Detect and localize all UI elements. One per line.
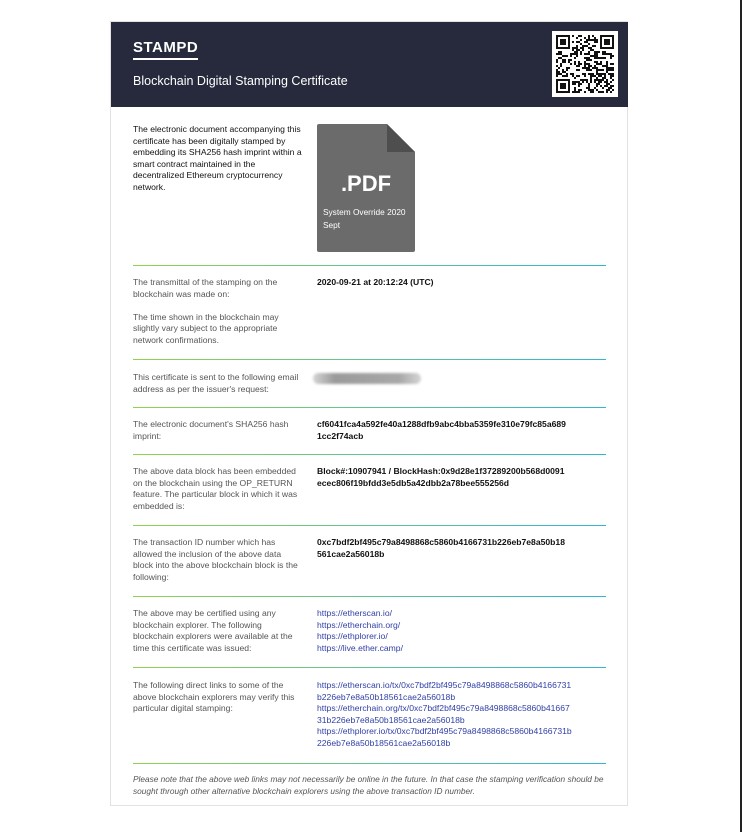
explorer-links [317, 608, 572, 654]
redacted-email [313, 373, 421, 384]
block-value: Block#:10907941 / BlockHash:0x9d28e1f37289200b568d0091ecec806f19bfdd3e5db5a42dbb2a78bee555256d [317, 466, 565, 488]
hash-label: The electronic document's SHA256 hash imprint: [133, 419, 289, 441]
direct-link[interactable]: https://etherchain.org/tx/0xc7bdf2bf495c79a8498868c5860b4166731b226eb7e8a50b18561cae2a56018b [317, 703, 570, 725]
transmittal-note: The time shown in the blockchain may slightly vary subject to the appropriate network confirmations. [133, 311, 279, 345]
divider [133, 596, 606, 597]
block-label: The above data block has been embedded on the blockchain using the OP_RETURN feature. The particular block in which it was embedded is: [133, 466, 298, 511]
divider [133, 359, 606, 360]
divider [133, 407, 606, 408]
pdf-file-icon [317, 124, 415, 252]
certificate-header [111, 22, 628, 107]
direct-links-label: The following direct links to some of the above blockchain explorers may verify this particular digital stamping: [133, 680, 295, 714]
transaction-id: 0xc7bdf2bf495c79a8498868c5860b4166731b226eb7e8a50b18561cae2a56018b [317, 537, 565, 559]
qr-code-icon [552, 31, 618, 97]
document-name: System Override 2020 Sept [323, 207, 406, 230]
transmittal-label: The transmittal of the stamping on the blockchain was made on: [133, 277, 278, 299]
email-label: This certificate is sent to the following email address as per the issuer's request: [133, 372, 299, 394]
intro-text: The electronic document accompanying this certificate has been digitally stamped by embedding its SHA256 hash imprint within a smart contract maintained in the decentralized Ethereum cryptocurrency network. [133, 124, 302, 192]
divider [133, 265, 606, 266]
brand-logo: STAMPD [133, 39, 199, 56]
document-extension: .PDF [340, 171, 392, 196]
explorer-link[interactable]: https://live.ether.camp/ [317, 642, 403, 653]
transaction-label: The transaction ID number which has allowed the inclusion of the above data block into the above blockchain block is the following: [133, 537, 298, 582]
window-edge [740, 0, 742, 832]
explorer-link[interactable]: https://etherscan.io/ [317, 608, 392, 618]
footnote: Please note that the above web links may not necessarily be online in the future. In that case the stamping verification should be sought through other alternative blockchain explorers using the above transaction ID number. [133, 774, 604, 796]
hash-value: cf6041fca4a592fe40a1288dfb9abc4bba5359fe310e79fc85a6891cc2f74acb [317, 419, 566, 441]
divider [133, 454, 606, 455]
transmittal-label-group [133, 277, 301, 347]
transmittal-date: 2020-09-21 at 20:12:24 (UTC) [317, 277, 434, 287]
explorer-link[interactable]: https://etherchain.org/ [317, 619, 401, 630]
divider [133, 667, 606, 668]
direct-link[interactable]: https://ethplorer.io/tx/0xc7bdf2bf495c79a8498868c5860b4166731b226eb7e8a50b18561cae2a56018b [317, 726, 572, 748]
explorer-link[interactable]: https://ethplorer.io/ [317, 631, 388, 642]
certificate-title: Blockchain Digital Stamping Certificate [133, 74, 348, 88]
direct-links [317, 680, 572, 750]
divider [133, 525, 606, 526]
explorers-label: The above may be certified using any blockchain explorer. The following blockchain explorers were available at the time this certificate was issued: [133, 608, 293, 653]
direct-link[interactable]: https://etherscan.io/tx/0xc7bdf2bf495c79a8498868c5860b4166731b226eb7e8a50b18561cae2a56018b [317, 680, 572, 702]
certificate-page [110, 21, 628, 806]
brand-underline [133, 58, 198, 60]
divider [133, 763, 606, 764]
